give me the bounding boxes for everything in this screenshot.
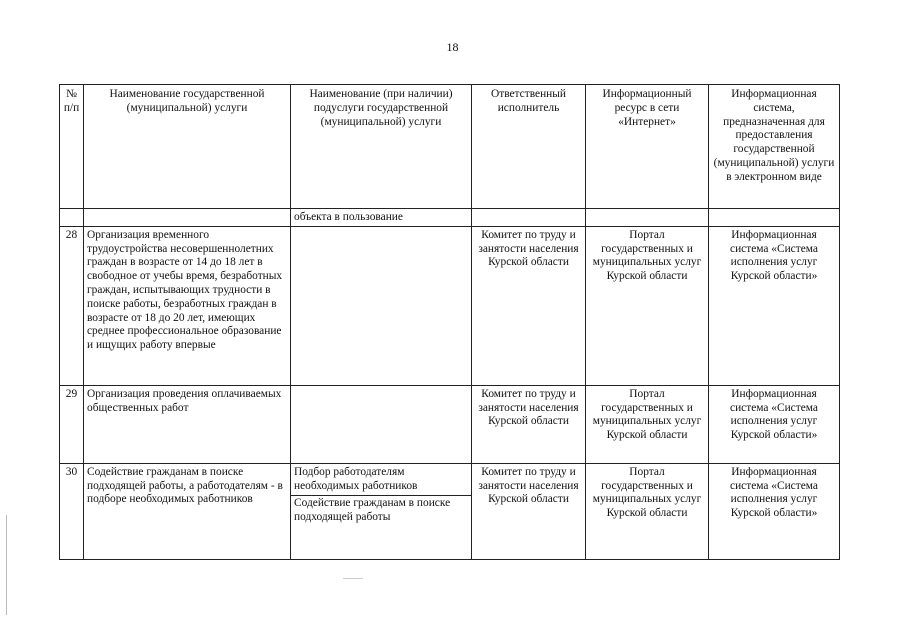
subservice-name [291,226,472,385]
service-name: Организация временного трудоустройства несовершеннолетних граждан в возрасте от 14 до 18 лет в свободное от учебы время, безработных граждан, испытывающих трудности в поиске работы, безработных граждан в возрасте от 18 до 20 лет, имеющих среднее профессиональное образование и ищущих работу впервые [84,226,291,385]
header-internet-resource: Информационный ресурс в сети «Интернет» [586,85,709,209]
internet-resource: Портал государственных и муниципальных услуг Курской области [586,463,709,559]
table-row [60,385,840,463]
page-number: 18 [446,40,459,54]
table-cell [60,209,84,227]
scan-margin-line [6,515,7,615]
row-number: 28 [60,226,84,385]
table-cell [709,209,840,227]
scan-footer-mark [343,578,363,579]
subservice-cell [291,463,472,559]
header-subservice-name: Наименование (при наличии) подуслуги государственной (муниципальной) услуги [291,85,472,209]
table-cell [586,209,709,227]
table-row [60,463,840,559]
table-cell [472,209,586,227]
executor: Комитет по труду и занятости населения Курской области [472,385,586,463]
information-system: Информационная система «Система исполнения услуг Курской области» [709,463,840,559]
service-name: Организация проведения оплачиваемых общественных работ [84,385,291,463]
internet-resource: Портал государственных и муниципальных услуг Курской области [586,385,709,463]
header-information-system: Информационная система, предназначенная для предоставления государственной (муниципальной) услуги в электронном виде [709,85,840,209]
subservice-name [291,385,472,463]
continuation-row [60,209,840,227]
table-header-row [60,85,840,209]
information-system: Информационная система «Система исполнения услуг Курской области» [709,226,840,385]
header-number: № п/п [60,85,84,209]
subservice-name: Подбор работодателям необходимых работников [291,466,471,497]
row-number: 29 [60,385,84,463]
row-number: 30 [60,463,84,559]
services-table [59,84,840,560]
executor: Комитет по труду и занятости населения Курской области [472,463,586,559]
continuation-subservice: объекта в пользование [291,209,472,227]
service-name: Содействие гражданам в поиске подходящей работы, а работодателям - в подборе необходимых работников [84,463,291,559]
internet-resource: Портал государственных и муниципальных услуг Курской области [586,226,709,385]
header-executor: Ответственный исполнитель [472,85,586,209]
information-system: Информационная система «Система исполнения услуг Курской области» [709,385,840,463]
header-service-name: Наименование государственной (муниципальной) услуги [84,85,291,209]
table-cell [84,209,291,227]
table-row [60,226,840,385]
executor: Комитет по труду и занятости населения Курской области [472,226,586,385]
subservice-name: Содействие гражданам в поиске подходящей работы [294,497,451,524]
